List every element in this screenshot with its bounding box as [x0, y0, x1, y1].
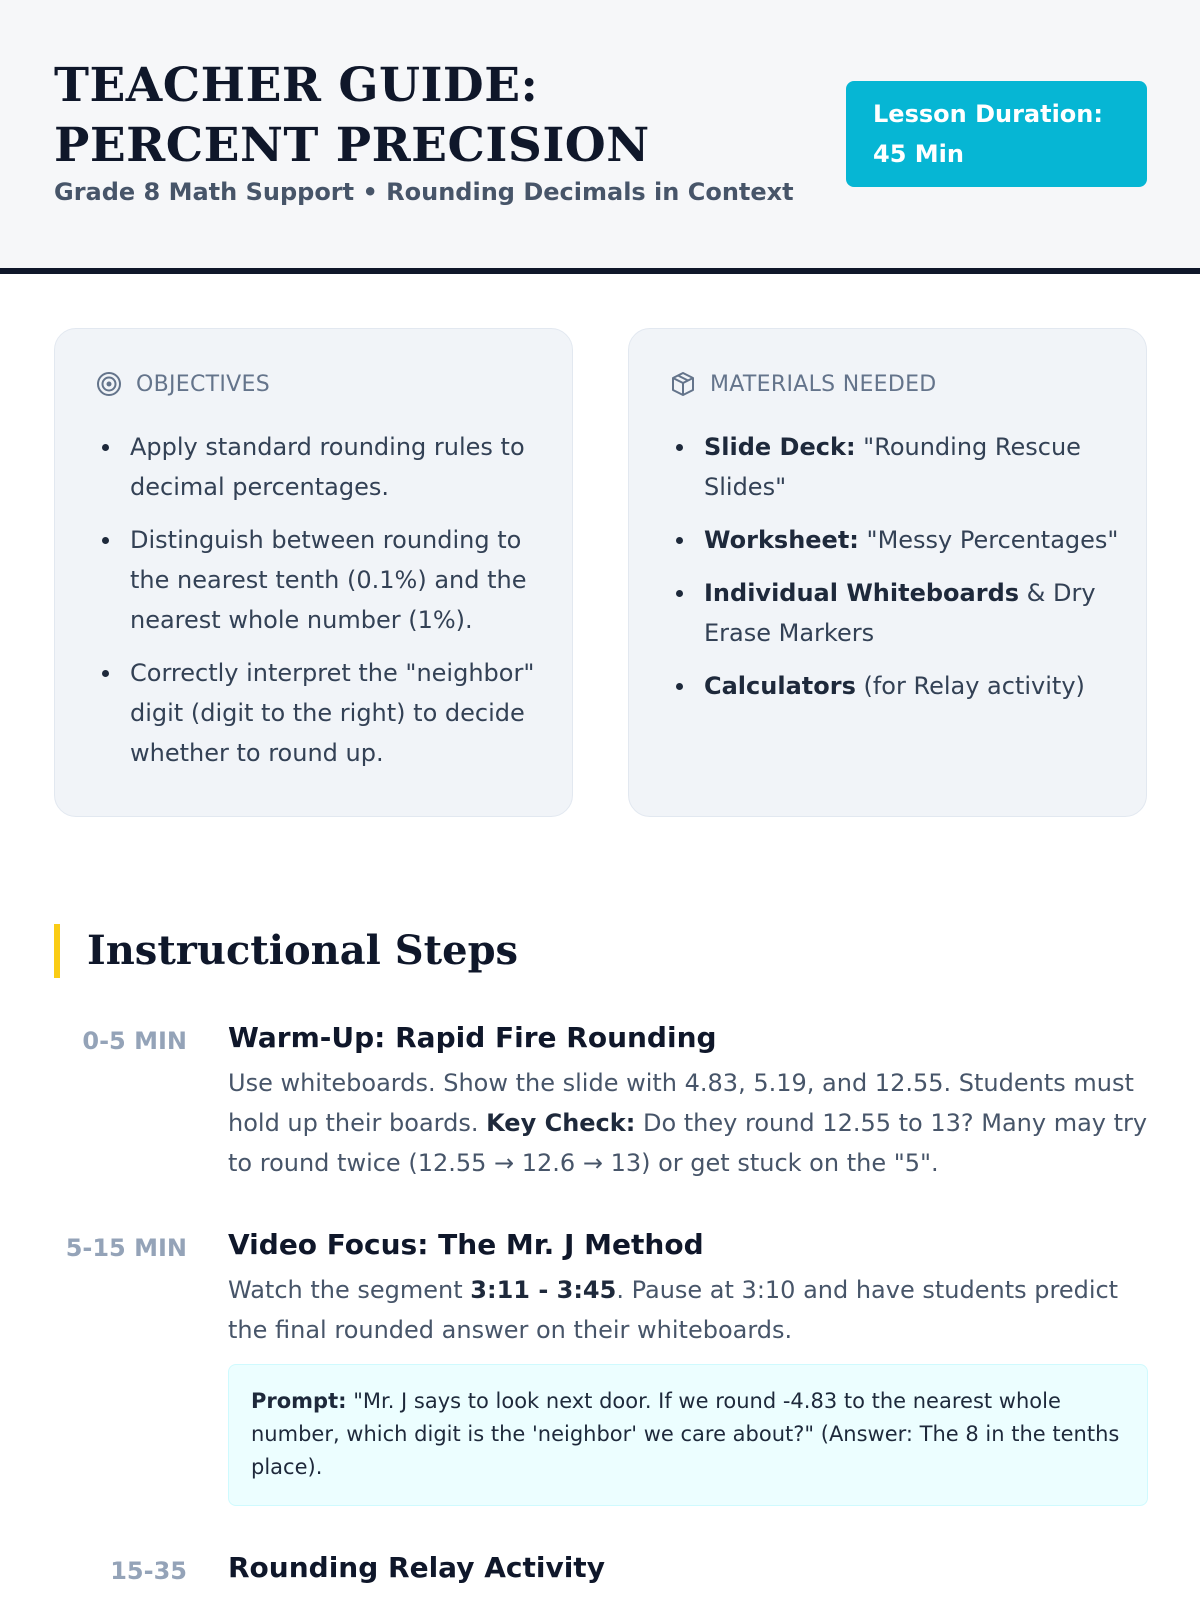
list-item: Calculators (for Relay activity) [670, 666, 1120, 706]
step-title: Video Focus: The Mr. J Method [228, 1228, 704, 1261]
objectives-heading-label: OBJECTIVES [136, 371, 271, 397]
prompt-callout: Prompt: "Mr. J says to look next door. If we round -4.83 to the nearest whole number, which digit is the 'neighbor' we care about?" (Answer: The 8 in the tenths place). [228, 1364, 1148, 1506]
step-title: Warm-Up: Rapid Fire Rounding [228, 1021, 717, 1054]
list-item: Distinguish between rounding to the nearest tenth (0.1%) and the nearest whole number (1%). [96, 520, 546, 640]
step-time: 5-15 MIN [65, 1234, 187, 1262]
materials-list [670, 427, 1120, 719]
list-item: Correctly interpret the "neighbor" digit (digit to the right) to decide whether to round up. [96, 653, 546, 773]
objectives-card [54, 328, 573, 817]
list-item: Individual Whiteboards & Dry Erase Markers [670, 573, 1120, 653]
list-item: Slide Deck: "Rounding Rescue Slides" [670, 427, 1120, 507]
materials-heading-label: MATERIALS NEEDED [710, 371, 937, 397]
target-icon [96, 371, 122, 397]
objectives-list [96, 427, 546, 786]
step-body: Use whiteboards. Show the slide with 4.83, 5.19, and 12.55. Students must hold up their boards. Key Check: Do they round 12.55 to 13? Many may try to round twice (12.55 → 12.6 → 13) or get stuck on the "5". [228, 1069, 1148, 1177]
step-title: Rounding Relay Activity [228, 1551, 605, 1584]
page-subtitle: Grade 8 Math Support • Rounding Decimals in Context [54, 178, 794, 206]
materials-heading [670, 371, 937, 397]
step-time: 0-5 MIN [82, 1027, 187, 1055]
page-header [0, 0, 1200, 274]
box-icon [670, 371, 696, 397]
step-time: 15-35 [110, 1557, 187, 1585]
objectives-heading [96, 371, 270, 397]
list-item: Worksheet: "Messy Percentages" [670, 520, 1120, 560]
section-title: Instructional Steps [87, 927, 519, 974]
page-title: TEACHER GUIDE: PERCENT PRECISION [54, 58, 650, 173]
materials-card [628, 328, 1147, 817]
list-item: Apply standard rounding rules to decimal percentages. [96, 427, 546, 507]
lesson-duration-badge: Lesson Duration: 45 Min [846, 81, 1147, 187]
step-body: Watch the segment 3:11 - 3:45. Pause at 3:10 and have students predict the final rounded answer on their whiteboards. [228, 1276, 1119, 1344]
section-accent-bar [54, 924, 60, 978]
